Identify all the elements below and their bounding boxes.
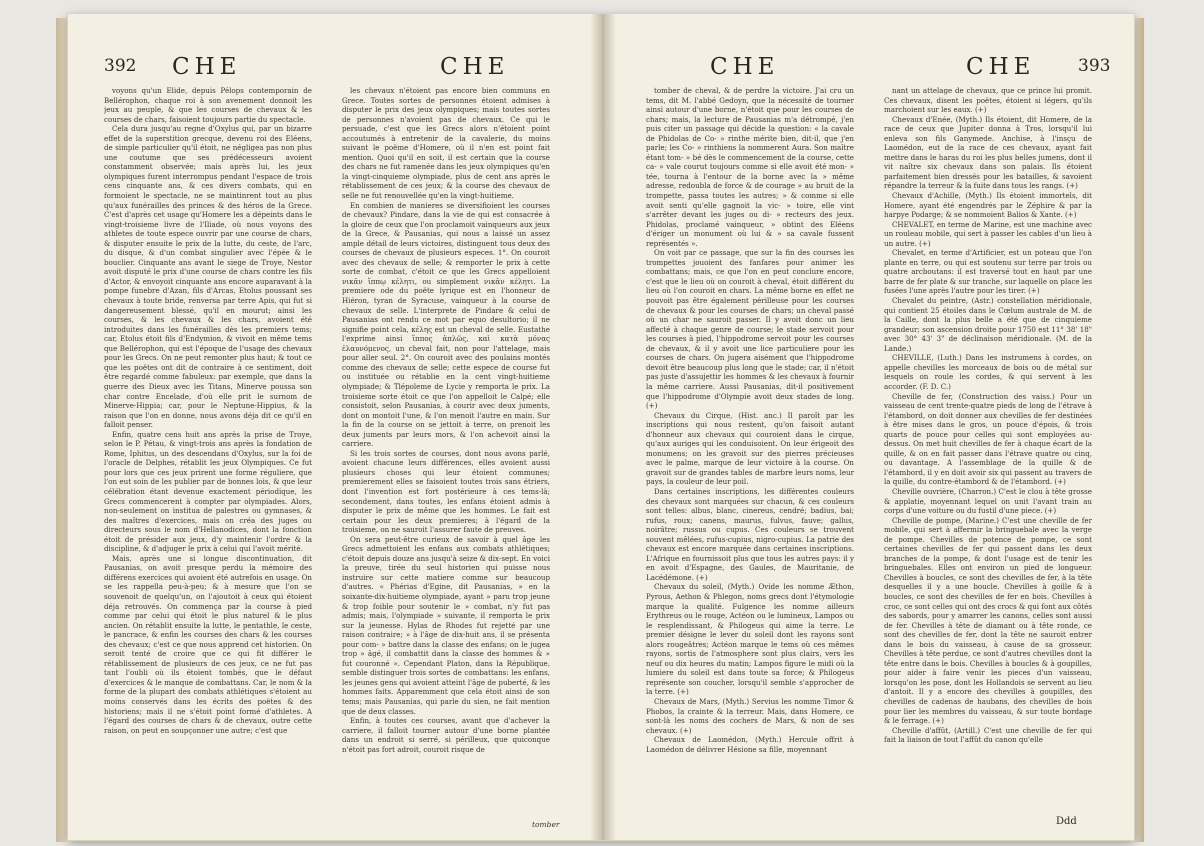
paragraph: Chevaux du soleil, (Myth.) Ovide les nomme Æthon, Pyrous, Aethon & Phlegon, noms grecs dont l'étymologie marque la qualité. Fulgence les nomme ailleurs Erythreus ou le rouge, Actéon ou le lumineux, Lampos ou le resplendissant, & Philogeus qui aime la terre. Le premier désigne le lever du soleil dont les rayons sont alors rougeâtres; Actéon marque le tems où ces mêmes rayons, sortis de l'atmosphere sont plus clairs, vers les neuf ou dix heures du matin; Lampos figure le midi où la lumiere du soleil est dans toute sa force; & Philogeus représente son coucher, lorsqu'il semble s'approcher de la terre. (+) [646,582,854,697]
left-folio: 392 [104,56,137,76]
paragraph: Dans certaines inscriptions, les différentes couleurs des chevaux sont marquées sur chacun, & ces couleurs sont telles: albus, blanc, cinereus, cendré; badius, bai; rufus, roux; canens, maurus, fulvus, fauve; gallus, noirâtre; russus ou cupus. Ces couleurs se trouvent souvent mêlées, rufus-cupius, nigro-cupius. La patrie des chevaux est encore marquée dans certaines inscriptions. L'Afrique en fournissoit plus que tous les autres pays: il y en avoit d'Espagne, des Gaules, de Mauritanie, de Lacédémone. (+) [646,486,854,582]
paragraph: Chevalet, en terme d'Artificier, est un poteau que l'on plante en terre, ou qui est soutenu sur terre par trois ou quatre arcboutans: il est traversé tout en haut par une barre de fer plate & sur tranche, sur laquelle on place les fusées l'une après l'autre pour les tirer. (+) [884,248,1092,296]
paragraph: Cela dura jusqu'au regne d'Oxylus qui, par un bizarre effet de la superstition grecque, devenu roi des Eléens, de simple particulier qu'il étoit, ne négligea pas non plus une coutume que ses prédécesseurs avoient constamment observée; mais après lui, les jeux olympiques furent interrompus pendant l'espace de trois cens cinquante ans, & ces divers combats, qui en formoient le spectacle, ne se maintinrent tout au plus qu'aux funérailles des princes & des héros de la Grece. C'est d'après cet usage qu'Homere les a dépeints dans le vingt-troisieme livre de l'Iliade, où nous voyons des athletes de toute espece ouvrir par une course de chars, & disputer ensuite le prix de la lutte, du ceste, de l'arc, du disque, & d'un combat singulier avec l'épée & le bouclier. Cinquante ans avant le siege de Troye, Nestor avoit disputé le prix d'une course de chars contre les fils d'Actor, & envoyoit cinquante ans encore auparavant à la pompe funebre d'Azan, fils d'Arcas, Etolus poussant ses chevaux à toute bride, renversa par terre Apis, qui fut si dangereusement blessé, qu'il en mourut; ainsi les courses, & les chevaux & les chars, avoient été introduites dans les funérailles dès les premiers tems; car, Etolus étoit fils d'Endymion, & vivoit en même tems que Bellérophon, qui est l'époque de l'usage des chevaux pour les Grecs. On ne peut remonter plus haut; & tout ce que les poëtes ont dit de contraire à ce sentiment, doit être regardé comme fabuleux: par exemple, que dans la guerre des Dieux avec les Titans, Minerve poussa son char contre Encelade, d'où elle prit le surnom de Minerve-Hippia; car, pour le Neptune-Hippius, & la raison que l'on en donne, nous avons déja dit ce qu'il en falloit penser. [104,124,312,430]
right-page [616,14,1128,840]
paragraph: tomber de cheval, & de perdre la victoire. J'ai cru un tems, dit M. l'abbé Gedoyn, que la nécessité de tourner ainsi autour d'une borne, n'étoit que pour les courses de chars; mais, la lecture de Pausanias m'a détrompé, j'en puis citer un passage qui décide la question: « la cavale de Phidolas de Co- » rinthe mérite bien, dit-il, que j'en parle; les Co- » rinthiens la nommerent Aura. Son maître étant tom- » bé dès le commencement de la course, cette ca- » vale courut toujours comme si elle avoit été mon- » tée, tourna à l'entour de la borne avec la » même adresse, redoubla de force & de courage » au bruit de la trompette, passa toutes les autres; » & comme si elle avoit senti qu'elle gagnoit la vic- » toire, elle vint s'arrêter devant les juges ou di- » recteurs des jeux. Phidolas, proclamé vainqueur, » obtint des Eléens d'ériger un monument où lui & » sa cavale fussent représentés ». [646,86,854,248]
paragraph: Cheville de fer, (Construction des vaiss.) Pour un vaisseau de cent trente-quatre pieds de long de l'étrave à l'étambord, on doit donner aux chevilles de fer destinées à être mises dans le gros, un pouce d'épois, & trois quarts de pouce pour celles qui sont employées au-dessus. On met huit chevilles de fer à chaque écart de la quille, & on en fait passer dans l'étrave quatre ou cinq, ou davantage. A l'assemblage de la quille & de l'étambord, il y en doit avoir six qui passent au travers de la quille, du contre-étambord & de l'étambord. (+) [884,391,1092,487]
right-running-head [616,56,1116,90]
left-headword-inner: CHE [440,54,510,80]
right-headword-inner: CHE [710,54,780,80]
catchword: tomber [532,820,560,829]
paragraph: Chevaux du Cirque, (Hist. anc.) Il paroît par les inscriptions qui nous restent, qu'on faisoit autant d'honneur aux chevaux qui couroient dans le cirque, qu'aux auriges qui les conduisoient. On leur érigeoit des monumens; on les gravoit sur des pierres précieuses avec le palme, marque de leur victoire à la course. On gravoit sur de grandes tables de marbre leurs noms, leur pays, la couleur de leur poil. [646,410,854,487]
paragraph: CHEVILLE, (Luth.) Dans les instrumens à cordes, on appelle chevilles les morceaux de bois ou de métal sur lesquels on roule les cordes, & qui servent à les accorder. (F. D. C.) [884,353,1092,391]
left-column-2 [342,86,550,816]
paragraph: Cheville de pompe, (Marine.) C'est une cheville de fer mobile, qui sert à affermir la bringuebale avec la verge de pompe. Chevilles de potence de pompe, ce sont certaines chevilles de fer qui passent dans les deux branches de la pompe, & dont l'usage est de tenir les bringuebales. Elles ont environ un pied de longueur. Chevilles à boucles, ce sont des chevilles de fer, à la tête desquelles il y a une boucle. Chevilles à goille & à boucles, ce sont des chevilles de fer en bois. Chevilles à croc, ce sont celles qui ont des crocs & qui font aux côtés des sabords, pour y amarrer les canons, celles sont aussi de fer. Chevilles à tête de diamant ou à tête ronde, ce sont des chevilles de fer, dont la tête ne sauroit entrer dans le bois du vaisseau, à cause de sa grosseur. Chevilles à tête perdue, ce sont d'autres chevilles dont la tête entre dans le bois. Chevilles à boucles & à goupilles, pour aider à faire venir les pieces d'un vaisseau, lorsqu'on les pose, dont les Hollandois se servent au lieu d'antoit. Il y a encore des chevilles à goupilles, des chevilles de cadenas de haubans, des chevilles de bois pour lier les membres du vaisseau, & sur toute bordage & le ferrage. (+) [884,515,1092,726]
paragraph: CHEVALET, en terme de Marine, est une machine avec un rouleau mobile, qui sert à passer les cables d'un lieu à un autre. (+) [884,219,1092,248]
paragraph: Si les trois sortes de courses, dont nous avons parlé, avoient chacune leurs différences, elles avoient aussi plusieurs choses qui leur étoient communes; premierement elles se faisoient toutes trois sans étriers, dont l'invention est fort postérieure à ces tems-là; secondement, dans toutes, les enfans étoient admis à disputer le prix de même que les hommes. Le fait est certain pour les deux premieres; à l'égard de la troisieme, on ne sauroit l'assurer faute de preuves. [342,448,550,535]
book-gutter [590,14,616,840]
paragraph: Chevalet du peintre, (Astr.) constellation méridionale, qui contient 25 étoiles dans le Cœlum australe de M. de la Caille, dont la plus belle a été que de cinquieme grandeur; son ascension droite pour 1750 est 11° 38' 18" avec 30° 43' 3" de déclinaison méridionale. (M. de la Lande.) [884,296,1092,353]
left-column-1 [104,86,312,816]
paragraph: les chevaux n'étoient pas encore bien communs en Grece. Toutes sortes de personnes étoient admises à disputer le prix des jeux olympiques; mais toutes sortes de personnes n'avoient pas de chevaux. Ce qui le persuade, c'est que les Grecs alors n'étoient point accoutumés à entretenir de la cavalerie, du moins suivant le poëme d'Homere, où il n'en est point fait mention. Quoi qu'il en soit, il est certain que la course des chars ne fut ramenée dans les jeux olympiques qu'en la vingt-cinquieme olympiade, plus de cent ans après le rétablissement de ces jeux; & la course des chevaux de selle ne fut renouvellée qu'en la vingt-huitieme. [342,86,550,201]
left-running-head [104,56,584,90]
paragraph: Cheville ouvrière, (Charron.) C'est le clou à tête grosse & applatie, moyennant lequel on unit l'avant train au corps d'une voiture ou du fustil d'une piece. (+) [884,486,1092,516]
left-headword-outer: CHE [172,54,242,80]
paragraph: En combien de manieres se diversifioient les courses de chevaux? Pindare, dans la vie de qui est consacrée à la gloire de ceux que l'on proclamoit vainqueurs aux jeux de la Grece, & Pausanias, qui nous a laissé un assez ample détail de leurs victoires, distinguent tous deux des courses de chevaux de plusieurs especes. 1°. On couroit avec des chevaux de selle; & remporter le prix à cette sorte de combat, c'étoit ce que les Grecs appelloient νικᾶν ἵππῳ κέλητι, ou simplement νικᾶν κέλητι. La premiere ode du poëte lyrique est en l'honneur de Hiéron, tyran de Syracuse, vainqueur à la course de chevaux de selle. L'interprete de Pindare & celui de Pausanias ont rendu ce mot par equo desultorio; il ne signifie point cela, κέλης est un cheval de selle. Eustathe l'exprime ainsi ἵππος ἁπλῶς, καὶ κατὰ μόνας ἐλαυνόμενος, un cheval fait, non pour l'attelage, mais pour aller seul. 2°. On couroit avec des poulains montés comme des chevaux de selle; cette espece de course fut ou instituée ou rétablie en la cent vingt-huitieme olympiade; & Tlépoleme de Lycie y remporta le prix. La troisieme sorte étoit ce que l'on appelloit le Calpé; elle consistoit, selon Pausanias, à courir avec deux juments, dont on montoit l'une, & l'on menoit l'autre en main. Sur la fin de la course on se jettoit à terre, on prenoit les deux juments par leurs mors, & l'on achevoit ainsi la carriere. [342,200,550,449]
paragraph: voyons qu'un Elide, depuis Pélops contemporain de Bellérophon, chaque roi à son avenement donnoit les jeux au peuple, & que les courses de chevaux & les courses de chars, faisoient toujours partie du spectacle. [104,86,312,124]
paragraph: nant un attelage de chevaux, que ce prince lui promit. Ces chevaux, disent les poëtes, étoient si légers, qu'ils marchoient sur les eaux. (+) [884,86,1092,115]
right-folio: 393 [1078,56,1111,76]
paragraph: Chevaux d'Achille, (Myth.) Ils étoient immortels, dit Homere, ayant été engendrés par le Zéphire & par la harpye Podarge; & se nommoient Balios & Xante. (+) [884,191,1092,220]
paragraph: Chevaux d'Enée, (Myth.) Ils étoient, dit Homere, de la race de ceux que Jupiter donna à Tros, lorsqu'il lui enleva son fils Ganymede. Anchise, à l'insçu de Laomédon, eut de la race de ces chevaux, ayant fait mettre dans le haras du roi les plus belles jumens, dont il vit naître six chevaux dans son palais. Ils étoient parfaitement bien dressés pour les batailles, & savoient répandre la terreur & la fuite dans tous les rangs. (+) [884,114,1092,191]
right-column-2 [884,86,1092,816]
right-column-1 [646,86,854,816]
paragraph: Cheville d'affût, (Artill.) C'est une cheville de fer qui fait la liaison de tout l'affût du canon qu'elle [884,725,1092,745]
paragraph: Chevaux de Laomédon, (Myth.) Hercule offrit à Laomédon de délivrer Hésione sa fille, moyennant [646,735,854,754]
left-page [80,14,592,840]
paragraph: On sera peut-être curieux de savoir à quel âge les Grecs admettoient les enfans aux combats athlétiques; c'étoit depuis douze ans jusqu'à seize & dix-sept. En voici la preuve, tirée du seul historien qui puisse nous instruire sur cette matiere comme sur beaucoup d'autres. « Phérias d'Egine, dit Pausanias, » en la soixante-dix-huitieme olympiade, ayant » paru trop jeune & trop foible pour soutenir le » combat, n'y fut pas admis; mais, l'olympiade » suivante, il remporta le prix sur la jeunesse. Hylas de Rhodes fut rejetté par une raison contraire; » à l'âge de dix-huit ans, il se présenta pour com- » battre dans la classe des enfans; on le jugea trop » âgé, il combattit dans la classe des hommes & » fut couronné ». Cependant Platon, dans la République, semble distinguer trois sortes de combattans: les enfans, les jeunes gens qui avoient atteint l'âge de puberté, & les hommes faits. Apparemment que cela étoit ainsi de son tems; mais Pausanias, qui parle du sien, ne fait mention que de deux classes. [342,534,550,716]
paragraph: Chevaux de Mars, (Myth.) Servius les nomme Timor & Phobos, la crainte & la terreur. Mais, dans Homere, ce sont-là les noms des cochers de Mars, & non de ses chevaux. (+) [646,697,854,735]
paragraph: On voit par ce passage, que sur la fin des courses les trompettes jouoient des fanfares pour animer les combattans; mais, ce que l'on en peut conclure encore, c'est que le lieu où on couroit à cheval, étoit différent du lieu où l'on couroit en chars. La même borne en effet ne pouvoit pas être également périlleuse pour les courses de chevaux & pour les courses de chars; un cheval passé où un char ne sauroit passer. Il y avoit donc un lieu affecté à chaque genre de course; le stade servoit pour les courses à pied, l'hippodrome servoit pour les courses de chevaux, & il y avoit une lice particuliere pour les courses de chars. On jugera aisément que l'hippodrome devoit être beaucoup plus long que le stade; car, il n'étoit pas juste d'assujettir les hommes & les chevaux à fournir la même carriere. Aussi Pausanias, dit-il positivement que l'hippodrome d'Olympie avoit deux stades de long. (+) [646,248,854,411]
signature-mark: Ddd [1056,816,1077,827]
right-headword-outer: CHE [966,54,1036,80]
paragraph: Enfin, à toutes ces courses, avant que d'achever la carriere, il falloit tourner autour d'une borne plantée dans un endroit si serré, si périlleux, que quiconque n'étoit pas fort adroit, couroit risque de [342,716,550,754]
paragraph: Mais, après une si longue discontinuation, dit Pausanias, on avoit presque perdu la mémoire des différens exercices qui avoient été autrefois en usage. On se les rappella peu-à-peu; & à mesure que l'on se souvenoit de quelqu'un, on l'ajoutoit à ceux qui étoient déja retrouvés. On commença par la course à pied comme par celui qui étoit le plus naturel & le plus ancien. On rétablit ensuite la lutte, le pentathle, le ceste, le pancrace, & enfin les courses des chars & les courses des chevaux; c'est ce que nous apprend cet historien. On seroit tenté de croire que ce qui fit différer le rétablissement de plusieurs de ces jeux, ce ne fut pas tant l'oubli où ils étoient tombés, que le défaut d'exercices & le manque de combattans. Car, le nom & la forme de la plupart des combats athlétiques s'étoient au moins conservés dans les écrits des poëtes & des historiens; mais il ne s'étoit point formé d'athletes. A l'égard des courses de chars & de chevaux, outre cette raison, on peut en soupçonner une autre; c'est que [104,553,312,735]
paragraph: Enfin, quatre cens huit ans après la prise de Troye, selon le P. Pétau, & vingt-trois ans après la fondation de Rome, Iphitus, un des descendans d'Oxylus, sur la foi de l'oracle de Delphes, rétablit les jeux Olympiques. Ce fut pour lors que ces jeux prirent une forme réguliere, que l'on eut soin de les publier par de bonnes lois, & que leur célébration étant devenue exactement périodique, les Grecs commencerent à compter par olympiades. Alors, non-seulement on institua de palestres ou gymnases, & des maîtres d'exercices, mais on créa des juges ou directeurs sous le nom d'Hellanodices, dont la fonction étoit de présider aux jeux, d'y maintenir l'ordre & la discipline, & d'adjuger le prix à celui qui l'avoit mérité. [104,429,312,554]
